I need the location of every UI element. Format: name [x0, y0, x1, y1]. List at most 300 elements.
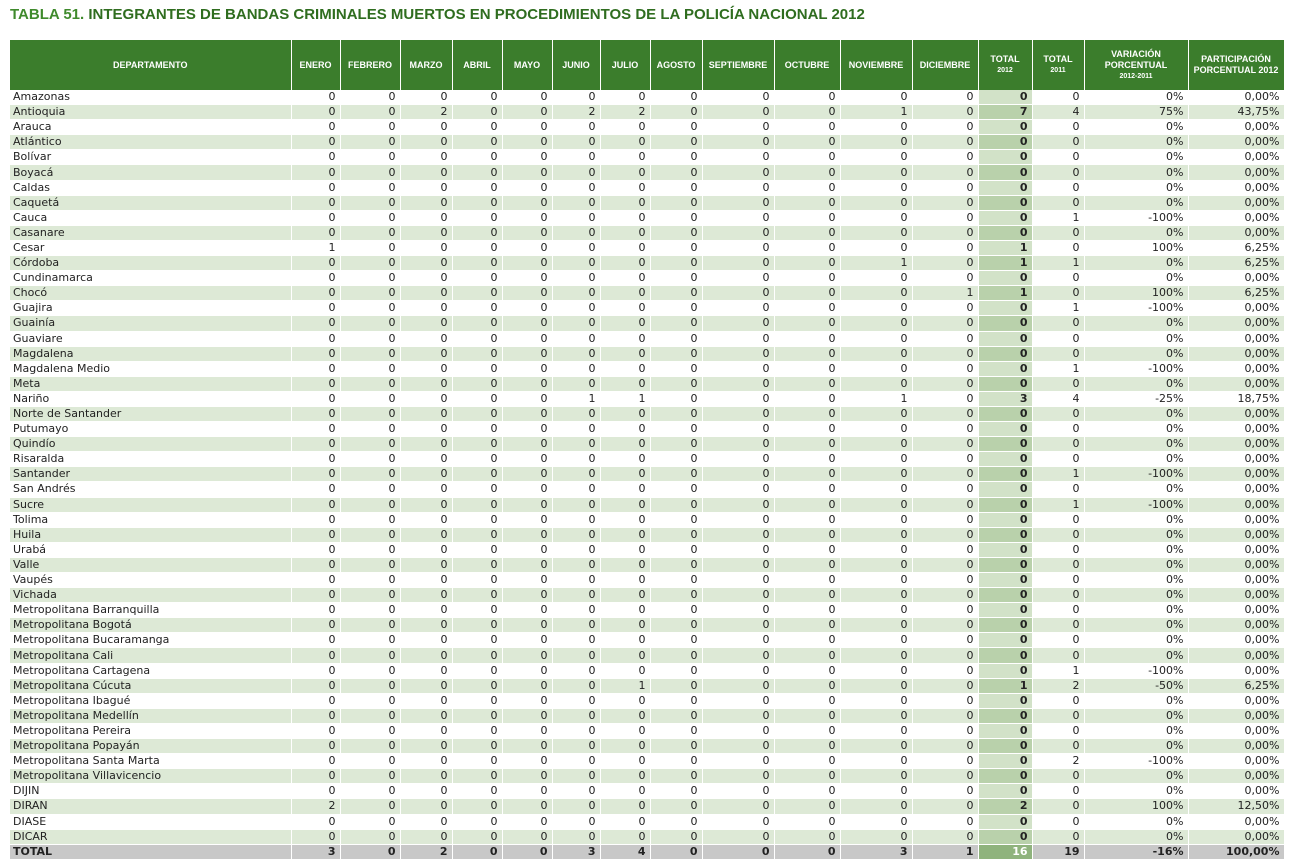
column-header-label: PARTICIPACIÓN PORCENTUAL 2012: [1193, 54, 1279, 75]
value-cell: 0: [452, 422, 502, 437]
value-cell: 0: [600, 422, 650, 437]
value-cell: 0: [840, 331, 912, 346]
value-cell: 0: [502, 678, 552, 693]
department-cell: Metropolitana Cartagena: [10, 663, 291, 678]
table-row: [10, 406, 1284, 421]
value-cell: 0: [650, 708, 702, 723]
value-cell: 0: [912, 150, 978, 165]
value-cell: 1: [840, 256, 912, 271]
value-cell: 1: [840, 105, 912, 120]
department-cell: Metropolitana Barranquilla: [10, 603, 291, 618]
value-cell: 0: [840, 286, 912, 301]
value-cell: 0,00%: [1188, 829, 1284, 844]
value-cell: 0: [702, 542, 774, 557]
table-row: [10, 588, 1284, 603]
department-cell: Guajira: [10, 301, 291, 316]
value-cell: 0: [340, 663, 400, 678]
value-cell: 0: [912, 376, 978, 391]
value-cell: 0: [978, 346, 1032, 361]
value-cell: 0: [502, 422, 552, 437]
value-cell: 0: [291, 256, 340, 271]
value-cell: 0: [978, 754, 1032, 769]
value-cell: 0: [912, 678, 978, 693]
value-cell: 0: [452, 482, 502, 497]
value-cell: 0: [340, 406, 400, 421]
value-cell: 0: [702, 618, 774, 633]
value-cell: 0: [1032, 693, 1084, 708]
value-cell: 0: [702, 678, 774, 693]
value-cell: 0%: [1084, 573, 1188, 588]
value-cell: 0: [978, 527, 1032, 542]
value-cell: 0: [400, 391, 452, 406]
column-header: [1032, 40, 1084, 90]
value-cell: 0: [291, 708, 340, 723]
value-cell: 0: [840, 180, 912, 195]
value-cell: 0: [912, 165, 978, 180]
department-cell: Magdalena: [10, 346, 291, 361]
column-header-label: ENERO: [299, 59, 332, 70]
table-row: [10, 829, 1284, 844]
value-cell: 0: [400, 90, 452, 105]
department-cell: Risaralda: [10, 452, 291, 467]
value-cell: 0: [774, 135, 840, 150]
value-cell: 0: [400, 573, 452, 588]
value-cell: 0: [552, 618, 600, 633]
value-cell: 0: [600, 331, 650, 346]
value-cell: 0: [978, 467, 1032, 482]
value-cell: 0: [650, 165, 702, 180]
value-cell: 0: [650, 814, 702, 829]
column-header-label: DICIEMBRE: [919, 59, 971, 70]
value-cell: 0: [502, 618, 552, 633]
value-cell: 0: [650, 633, 702, 648]
value-cell: 0: [1032, 573, 1084, 588]
value-cell: 0: [840, 573, 912, 588]
value-cell: 0: [452, 346, 502, 361]
value-cell: 0: [774, 256, 840, 271]
value-cell: 0,00%: [1188, 814, 1284, 829]
value-cell: 0: [600, 301, 650, 316]
value-cell: 0: [552, 799, 600, 814]
column-header-label: TOTAL: [990, 54, 1020, 64]
value-cell: 0,00%: [1188, 422, 1284, 437]
column-header: [840, 40, 912, 90]
value-cell: 0: [400, 422, 452, 437]
table-row: [10, 497, 1284, 512]
value-cell: 0: [1032, 286, 1084, 301]
value-cell: 0: [840, 739, 912, 754]
value-cell: 0,00%: [1188, 346, 1284, 361]
value-cell: 0: [650, 361, 702, 376]
value-cell: 0: [400, 346, 452, 361]
value-cell: 0: [502, 557, 552, 572]
value-cell: 0: [291, 316, 340, 331]
value-cell: 0: [600, 406, 650, 421]
value-cell: 0: [340, 648, 400, 663]
value-cell: 0,00%: [1188, 497, 1284, 512]
column-header-sublabel: 2012: [997, 67, 1013, 74]
table-row: [10, 663, 1284, 678]
value-cell: 0: [912, 603, 978, 618]
value-cell: 0: [702, 406, 774, 421]
value-cell: 0: [502, 225, 552, 240]
value-cell: 0: [502, 467, 552, 482]
value-cell: 0: [452, 814, 502, 829]
value-cell: 0: [702, 739, 774, 754]
column-header-label: SEPTIEMBRE: [708, 59, 768, 70]
value-cell: 0: [702, 708, 774, 723]
department-cell: Boyacá: [10, 165, 291, 180]
value-cell: 0: [840, 663, 912, 678]
value-cell: 0: [774, 120, 840, 135]
value-cell: 0: [452, 135, 502, 150]
value-cell: 0%: [1084, 195, 1188, 210]
value-cell: 0: [502, 723, 552, 738]
value-cell: 0: [340, 180, 400, 195]
value-cell: 0: [552, 286, 600, 301]
value-cell: 0,00%: [1188, 316, 1284, 331]
value-cell: 0%: [1084, 527, 1188, 542]
department-cell: Bolívar: [10, 150, 291, 165]
value-cell: 0: [452, 120, 502, 135]
value-cell: 0%: [1084, 512, 1188, 527]
value-cell: 0: [1032, 271, 1084, 286]
value-cell: 3: [552, 844, 600, 859]
value-cell: 6,25%: [1188, 286, 1284, 301]
value-cell: 0: [650, 210, 702, 225]
department-cell: Metropolitana Popayán: [10, 739, 291, 754]
value-cell: 0: [912, 467, 978, 482]
data-table: [10, 40, 1285, 860]
value-cell: 0: [291, 829, 340, 844]
value-cell: 0: [912, 135, 978, 150]
value-cell: 0: [912, 739, 978, 754]
value-cell: 6,25%: [1188, 256, 1284, 271]
department-cell: Metropolitana Ibagué: [10, 693, 291, 708]
value-cell: 0: [552, 693, 600, 708]
value-cell: 0: [774, 286, 840, 301]
value-cell: 0: [291, 467, 340, 482]
value-cell: 0: [774, 271, 840, 286]
value-cell: 6,25%: [1188, 240, 1284, 255]
value-cell: 0: [702, 557, 774, 572]
value-cell: 0: [702, 573, 774, 588]
value-cell: 0: [600, 739, 650, 754]
department-cell: TOTAL: [10, 844, 291, 859]
value-cell: 0: [600, 693, 650, 708]
value-cell: 0: [502, 180, 552, 195]
value-cell: 100,00%: [1188, 844, 1284, 859]
value-cell: 0,00%: [1188, 120, 1284, 135]
value-cell: 0: [502, 588, 552, 603]
value-cell: 0: [702, 180, 774, 195]
value-cell: 0: [702, 512, 774, 527]
value-cell: 7: [978, 105, 1032, 120]
table-row: [10, 376, 1284, 391]
value-cell: 0: [291, 120, 340, 135]
value-cell: 0: [978, 573, 1032, 588]
value-cell: 1: [552, 391, 600, 406]
value-cell: 0: [340, 376, 400, 391]
column-header: [502, 40, 552, 90]
value-cell: 6,25%: [1188, 678, 1284, 693]
value-cell: 0: [650, 240, 702, 255]
value-cell: 0: [452, 165, 502, 180]
value-cell: 0: [452, 723, 502, 738]
value-cell: 0: [650, 437, 702, 452]
value-cell: 0: [912, 663, 978, 678]
value-cell: 0: [400, 799, 452, 814]
value-cell: 0: [340, 256, 400, 271]
value-cell: 0: [340, 769, 400, 784]
value-cell: 0: [400, 120, 452, 135]
value-cell: 0: [600, 437, 650, 452]
value-cell: 0: [502, 105, 552, 120]
value-cell: 0: [840, 784, 912, 799]
value-cell: 0: [552, 316, 600, 331]
value-cell: 0: [774, 588, 840, 603]
value-cell: 0: [774, 467, 840, 482]
table-row: [10, 708, 1284, 723]
value-cell: 0: [552, 663, 600, 678]
value-cell: 0: [502, 195, 552, 210]
value-cell: 0: [552, 90, 600, 105]
value-cell: 0: [340, 618, 400, 633]
value-cell: 0%: [1084, 452, 1188, 467]
value-cell: 0: [1032, 557, 1084, 572]
value-cell: 0: [912, 105, 978, 120]
column-header-label: FEBRERO: [347, 59, 392, 70]
value-cell: 0: [912, 512, 978, 527]
table-row: [10, 391, 1284, 406]
value-cell: 0: [650, 467, 702, 482]
value-cell: 0: [552, 588, 600, 603]
value-cell: 0: [340, 754, 400, 769]
value-cell: 0%: [1084, 557, 1188, 572]
value-cell: 0: [552, 754, 600, 769]
value-cell: 0: [291, 542, 340, 557]
department-cell: Arauca: [10, 120, 291, 135]
value-cell: 4: [600, 844, 650, 859]
department-cell: Tolima: [10, 512, 291, 527]
value-cell: 0: [291, 512, 340, 527]
value-cell: 0: [452, 693, 502, 708]
value-cell: 0: [502, 739, 552, 754]
value-cell: 0: [978, 633, 1032, 648]
value-cell: 0: [400, 497, 452, 512]
value-cell: 0: [650, 482, 702, 497]
value-cell: 0: [400, 557, 452, 572]
value-cell: 0: [702, 723, 774, 738]
value-cell: 0: [502, 527, 552, 542]
value-cell: 0: [600, 225, 650, 240]
value-cell: 0: [1032, 316, 1084, 331]
value-cell: 0: [600, 708, 650, 723]
value-cell: 0: [912, 497, 978, 512]
value-cell: 0: [912, 210, 978, 225]
value-cell: 0%: [1084, 150, 1188, 165]
value-cell: 0: [502, 437, 552, 452]
value-cell: 0: [502, 633, 552, 648]
value-cell: 0: [291, 678, 340, 693]
value-cell: 0: [840, 648, 912, 663]
value-cell: 0: [502, 648, 552, 663]
value-cell: 0: [340, 708, 400, 723]
value-cell: 0: [452, 195, 502, 210]
value-cell: 0: [291, 225, 340, 240]
value-cell: 0: [840, 346, 912, 361]
department-cell: Metropolitana Medellín: [10, 708, 291, 723]
value-cell: 0: [840, 618, 912, 633]
value-cell: 0: [702, 391, 774, 406]
value-cell: 0: [552, 573, 600, 588]
department-cell: Valle: [10, 557, 291, 572]
value-cell: 0: [912, 437, 978, 452]
value-cell: 0: [650, 497, 702, 512]
value-cell: 0: [400, 467, 452, 482]
value-cell: 0: [600, 240, 650, 255]
value-cell: 0: [400, 663, 452, 678]
value-cell: 0: [600, 648, 650, 663]
value-cell: 0: [291, 165, 340, 180]
value-cell: 0: [340, 452, 400, 467]
value-cell: 100%: [1084, 286, 1188, 301]
value-cell: 0: [552, 482, 600, 497]
value-cell: 0: [600, 754, 650, 769]
department-cell: Putumayo: [10, 422, 291, 437]
value-cell: 0: [1032, 739, 1084, 754]
table-row: [10, 256, 1284, 271]
value-cell: 0: [912, 422, 978, 437]
value-cell: 0: [502, 316, 552, 331]
value-cell: 0: [978, 271, 1032, 286]
table-row: [10, 90, 1284, 105]
column-header-label: MAYO: [513, 59, 541, 70]
value-cell: 0: [600, 618, 650, 633]
value-cell: 0: [452, 512, 502, 527]
value-cell: 0: [600, 271, 650, 286]
column-header-label: MARZO: [409, 59, 443, 70]
value-cell: 0: [552, 739, 600, 754]
value-cell: 0: [978, 663, 1032, 678]
value-cell: 0: [702, 784, 774, 799]
value-cell: 0: [340, 165, 400, 180]
value-cell: -100%: [1084, 210, 1188, 225]
value-cell: 0: [774, 512, 840, 527]
value-cell: 0: [978, 784, 1032, 799]
column-header: [1188, 40, 1284, 90]
value-cell: 0: [600, 829, 650, 844]
value-cell: 0: [400, 542, 452, 557]
value-cell: 0: [340, 210, 400, 225]
value-cell: 0: [774, 723, 840, 738]
department-cell: Córdoba: [10, 256, 291, 271]
value-cell: 0: [650, 90, 702, 105]
value-cell: 0: [1032, 225, 1084, 240]
value-cell: 0: [452, 663, 502, 678]
value-cell: 0: [650, 739, 702, 754]
value-cell: 0: [978, 723, 1032, 738]
value-cell: 0: [840, 135, 912, 150]
value-cell: 0: [1032, 542, 1084, 557]
value-cell: 0: [600, 512, 650, 527]
value-cell: 0: [340, 527, 400, 542]
value-cell: 0,00%: [1188, 482, 1284, 497]
value-cell: 0: [502, 799, 552, 814]
value-cell: 0: [452, 240, 502, 255]
value-cell: 0%: [1084, 256, 1188, 271]
value-cell: 0: [502, 814, 552, 829]
value-cell: 0: [1032, 603, 1084, 618]
table-row: [10, 286, 1284, 301]
value-cell: 0: [400, 618, 452, 633]
value-cell: 0: [600, 150, 650, 165]
value-cell: 0: [912, 784, 978, 799]
value-cell: 0: [774, 376, 840, 391]
value-cell: 0: [452, 739, 502, 754]
value-cell: 2: [1032, 678, 1084, 693]
value-cell: 0: [552, 346, 600, 361]
value-cell: 0,00%: [1188, 542, 1284, 557]
value-cell: 0: [452, 437, 502, 452]
value-cell: 0: [840, 210, 912, 225]
value-cell: 0: [978, 437, 1032, 452]
value-cell: 0: [774, 422, 840, 437]
value-cell: 0: [400, 361, 452, 376]
value-cell: 0: [702, 663, 774, 678]
value-cell: 0: [340, 286, 400, 301]
column-header-label: DEPARTAMENTO: [112, 59, 188, 70]
column-header: [912, 40, 978, 90]
table-title-text: INTEGRANTES DE BANDAS CRIMINALES MUERTOS EN PROCEDIMIENTOS DE LA POLICÍA NACIONAL 2012: [88, 6, 865, 23]
value-cell: 0: [291, 391, 340, 406]
value-cell: 100%: [1084, 240, 1188, 255]
value-cell: 0: [774, 497, 840, 512]
value-cell: 0: [291, 573, 340, 588]
value-cell: 0: [400, 588, 452, 603]
value-cell: 0: [452, 406, 502, 421]
column-header-label: JULIO: [611, 59, 639, 70]
value-cell: 0,00%: [1188, 603, 1284, 618]
value-cell: 0: [400, 527, 452, 542]
value-cell: 0: [650, 150, 702, 165]
value-cell: 0: [340, 603, 400, 618]
value-cell: 0: [340, 361, 400, 376]
table-row: [10, 240, 1284, 255]
value-cell: 0: [978, 482, 1032, 497]
value-cell: 0: [912, 754, 978, 769]
department-cell: Cesar: [10, 240, 291, 255]
value-cell: 1: [978, 286, 1032, 301]
value-cell: 0: [774, 542, 840, 557]
table-row: [10, 467, 1284, 482]
value-cell: 0: [702, 301, 774, 316]
value-cell: 0: [291, 482, 340, 497]
value-cell: 0: [600, 120, 650, 135]
value-cell: 0: [650, 784, 702, 799]
value-cell: 0: [502, 497, 552, 512]
value-cell: 0%: [1084, 376, 1188, 391]
value-cell: 0: [400, 406, 452, 421]
table-row: [10, 573, 1284, 588]
department-cell: San Andrés: [10, 482, 291, 497]
value-cell: 0: [400, 678, 452, 693]
value-cell: 0: [291, 784, 340, 799]
value-cell: 0: [702, 482, 774, 497]
table-row: [10, 150, 1284, 165]
value-cell: 0: [774, 301, 840, 316]
department-cell: Nariño: [10, 391, 291, 406]
